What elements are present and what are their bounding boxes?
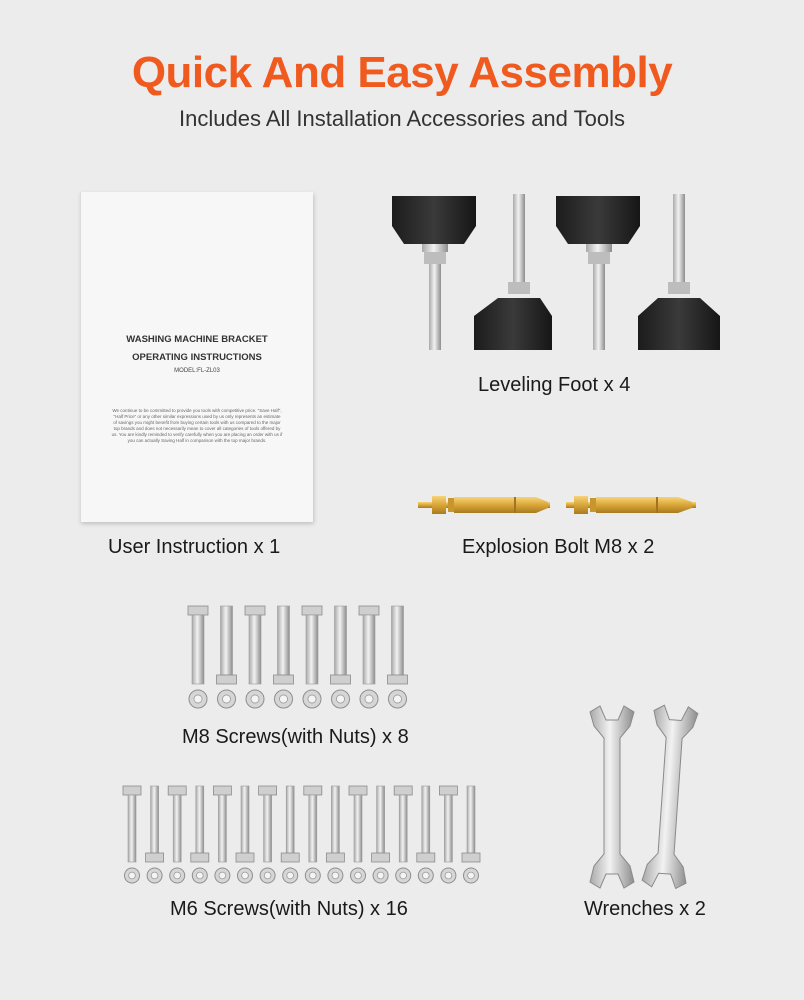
instruction-caption: User Instruction x 1 xyxy=(108,536,281,558)
leveling-foot-icon xyxy=(392,196,476,350)
nut-icon xyxy=(396,868,411,883)
explosion-bolt-icon xyxy=(566,496,696,514)
wrenches-group xyxy=(584,704,704,890)
m8-screw-icon xyxy=(388,606,408,684)
leveling-feet-group xyxy=(380,190,740,360)
nut-icon xyxy=(328,868,343,883)
nut-icon xyxy=(305,868,320,883)
explosion-bolt-caption: Explosion Bolt M8 x 2 xyxy=(462,536,655,558)
page-title: Quick And Easy Assembly xyxy=(131,48,673,97)
m6-screws-caption: M6 Screws(with Nuts) x 16 xyxy=(170,898,408,920)
m6-screw-icon xyxy=(259,786,277,862)
page-subtitle: Includes All Installation Accessories and Tools xyxy=(179,106,625,131)
nut-icon xyxy=(441,868,456,883)
nut-icon xyxy=(389,690,407,708)
nut-icon xyxy=(373,868,388,883)
m8-screw-icon xyxy=(217,606,237,684)
explosion-bolts-group xyxy=(418,488,698,522)
booklet-subtitle: OPERATING INSTRUCTIONS xyxy=(132,352,262,363)
m8-screw-icon xyxy=(274,606,294,684)
nut-icon xyxy=(303,690,321,708)
m8-screw-icon xyxy=(331,606,351,684)
nut-icon xyxy=(464,868,479,883)
wrenches-caption: Wrenches x 2 xyxy=(584,898,706,920)
m8-screw-icon xyxy=(245,606,265,684)
nut-icon xyxy=(218,690,236,708)
m6-screw-icon xyxy=(349,786,367,862)
booklet-icon xyxy=(80,192,313,522)
nut-icon xyxy=(283,868,298,883)
m6-screw-icon xyxy=(439,786,457,862)
leveling-foot-caption: Leveling Foot x 4 xyxy=(478,374,631,396)
m6-screw-icon xyxy=(236,786,254,862)
nut-icon xyxy=(189,690,207,708)
nut-icon xyxy=(351,868,366,883)
m6-screw-icon xyxy=(372,786,390,862)
nut-icon xyxy=(147,868,162,883)
m6-screw-icon xyxy=(394,786,412,862)
nut-icon xyxy=(238,868,253,883)
booklet-body: We continue to be committed to provide you tools with competitive price. "Save Half", "Half Price" or any other similar expressions used by us only represents an estimate of savings you might benefit from buying certain tools with us compared to the major top brands and does not necessarily mean to cover all categories of tools offered by us. You are kindly reminded to verify carefully when you are placing an order with us if you can actually Saving Half in comparison with the top major brands. xyxy=(111,408,283,443)
m6-screw-icon xyxy=(168,786,186,862)
m8-screw-icon xyxy=(188,606,208,684)
nut-icon xyxy=(170,868,185,883)
nut-icon xyxy=(418,868,433,883)
m8-screw-icon xyxy=(302,606,322,684)
wrench-icon xyxy=(642,705,699,890)
m6-screw-icon xyxy=(326,786,344,862)
leveling-foot-icon xyxy=(638,194,720,350)
m6-screw-icon xyxy=(417,786,435,862)
m6-screw-icon xyxy=(462,786,480,862)
booklet-title: WASHING MACHINE BRACKET xyxy=(126,334,268,345)
wrench-icon xyxy=(590,706,634,888)
nut-icon xyxy=(215,868,230,883)
nut-icon xyxy=(125,868,140,883)
nut-icon xyxy=(275,690,293,708)
m8-screws-group xyxy=(186,604,416,716)
m6-screw-icon xyxy=(146,786,164,862)
m8-screws-caption: M8 Screws(with Nuts) x 8 xyxy=(182,726,409,748)
nut-icon xyxy=(360,690,378,708)
nut-icon xyxy=(332,690,350,708)
m6-screw-icon xyxy=(304,786,322,862)
leveling-foot-icon xyxy=(556,196,640,350)
leveling-foot-icon xyxy=(474,194,552,350)
nut-icon xyxy=(192,868,207,883)
m6-screws-group xyxy=(120,784,492,888)
m8-screw-icon xyxy=(359,606,379,684)
nut-icon xyxy=(260,868,275,883)
m6-screw-icon xyxy=(213,786,231,862)
explosion-bolt-icon xyxy=(418,496,550,514)
nut-icon xyxy=(246,690,264,708)
m6-screw-icon xyxy=(123,786,141,862)
m6-screw-icon xyxy=(191,786,209,862)
m6-screw-icon xyxy=(281,786,299,862)
booklet-model: MODEL:FL-ZL03 xyxy=(174,368,220,374)
